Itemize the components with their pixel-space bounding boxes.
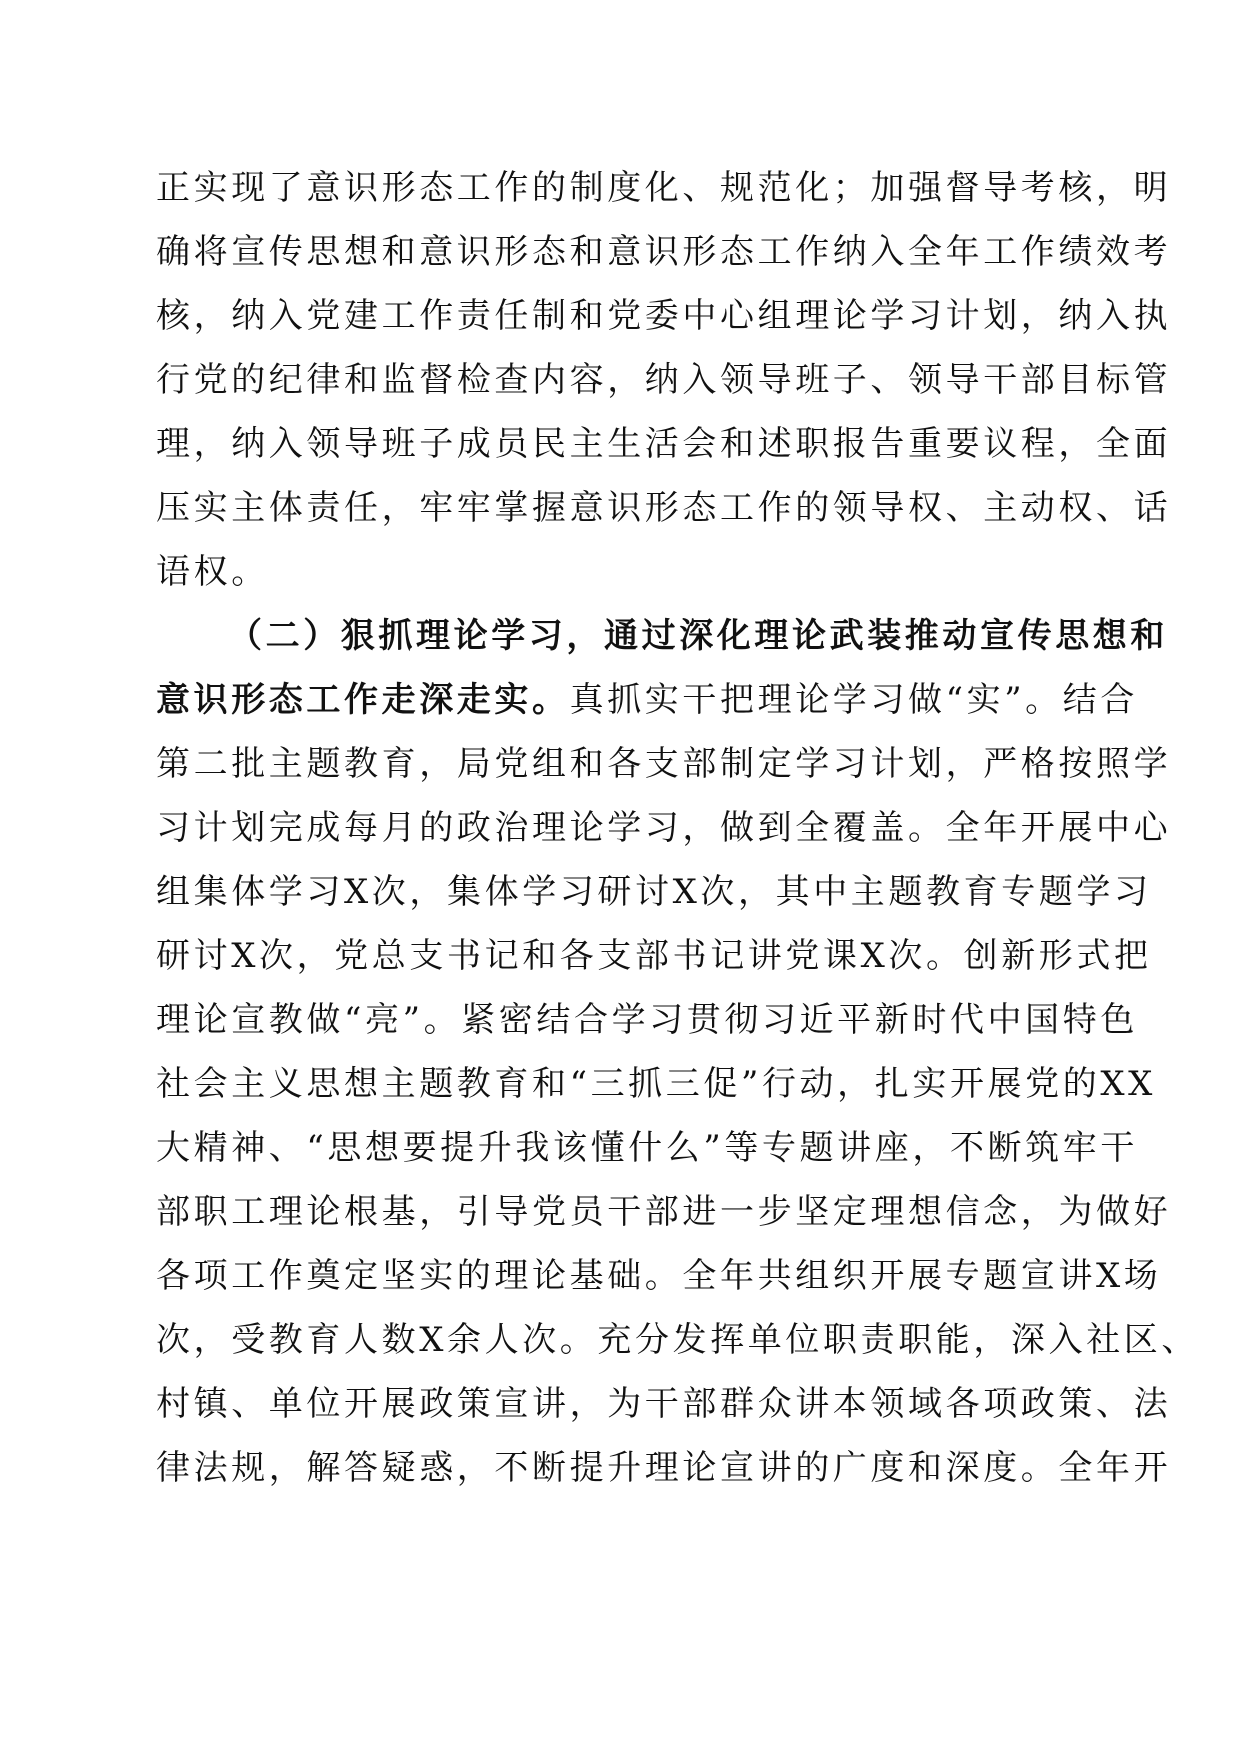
text-line-rest: 真抓实干把理论学习做“实”。结合 (569, 680, 1138, 720)
text-line: 次，受教育人数X余人次。充分发挥单位职责职能，深入社区、 (156, 1320, 1200, 1360)
text-line (156, 680, 1138, 720)
text-line: 核，纳入党建工作责任制和党委中心组理论学习计划，纳入执 (156, 296, 1172, 336)
text-line: 组集体学习X次，集体学习研讨X次，其中主题教育专题学习 (156, 872, 1152, 912)
section-heading-end: 意识形态工作走深走实。 (156, 680, 570, 720)
text-line: 大精神、“思想要提升我该懂什么”等专题讲座，不断筑牢干 (156, 1128, 1138, 1168)
text-line: 研讨X次，党总支书记和各支部书记讲党课X次。创新形式把 (156, 936, 1152, 976)
text-line: 正实现了意识形态工作的制度化、规范化；加强督导考核，明 (156, 168, 1172, 208)
text-line: 压实主体责任，牢牢掌握意识形态工作的领导权、主动权、话 (156, 488, 1172, 528)
text-line: 各项工作奠定坚实的理论基础。全年共组织开展专题宣讲X场 (156, 1256, 1162, 1296)
text-line: 部职工理论根基，引导党员干部进一步坚定理想信念，为做好 (156, 1192, 1172, 1232)
section-heading: （二）狠抓理论学习，通过深化理论武装推动宣传思想和 (228, 616, 1168, 656)
text-line: 村镇、单位开展政策宣讲，为干部群众讲本领域各项政策、法 (156, 1384, 1172, 1424)
text-line: 语权。 (156, 552, 269, 592)
text-line: 第二批主题教育，局党组和各支部制定学习计划，严格按照学 (156, 744, 1172, 784)
text-line: 确将宣传思想和意识形态和意识形态工作纳入全年工作绩效考 (156, 232, 1172, 272)
text-line: 社会主义思想主题教育和“三抓三促”行动，扎实开展党的XX (156, 1064, 1156, 1104)
text-line: 律法规，解答疑惑，不断提升理论宣讲的广度和深度。全年开 (156, 1448, 1172, 1488)
text-line: 理，纳入领导班子成员民主生活会和述职报告重要议程，全面 (156, 424, 1172, 464)
text-line: 行党的纪律和监督检查内容，纳入领导班子、领导干部目标管 (156, 360, 1172, 400)
text-line: 理论宣教做“亮”。紧密结合学习贯彻习近平新时代中国特色 (156, 1000, 1138, 1040)
text-line: 习计划完成每月的政治理论学习，做到全覆盖。全年开展中心 (156, 808, 1172, 848)
